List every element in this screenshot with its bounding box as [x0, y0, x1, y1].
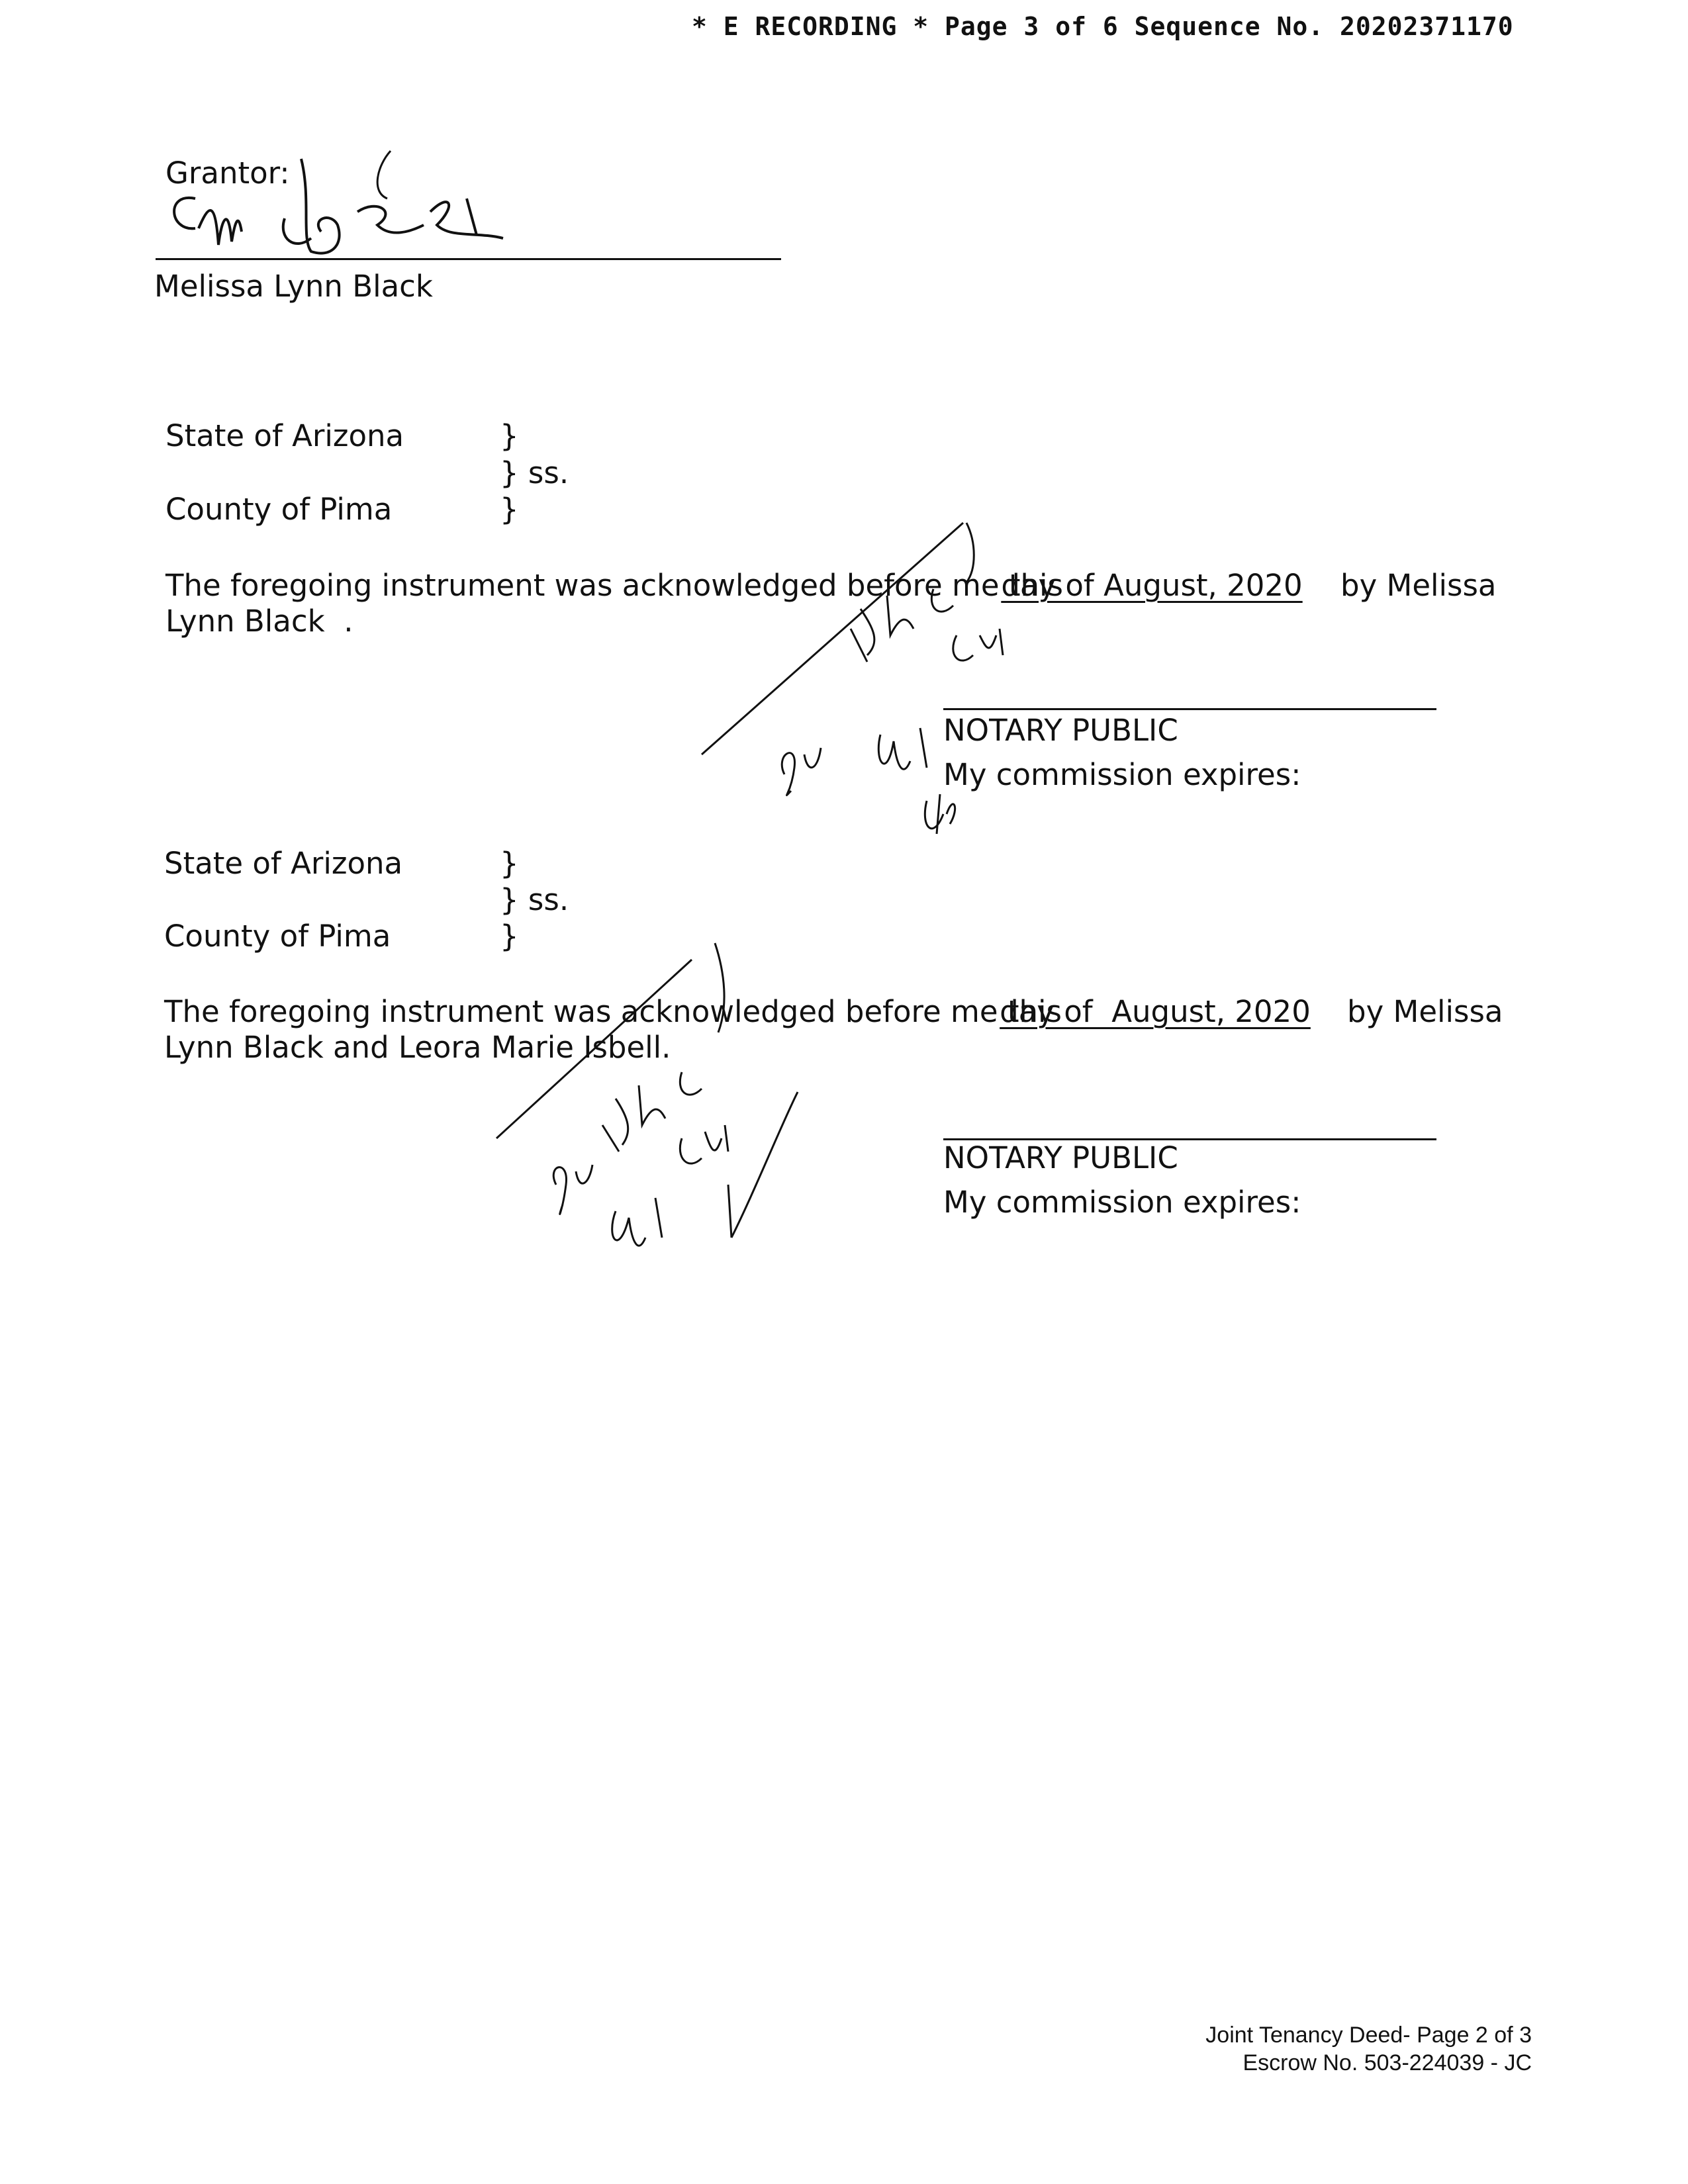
block1-notary-label: NOTARY PUBLIC — [943, 713, 1178, 748]
block1-commission-label: My commission expires: — [943, 757, 1301, 792]
block2-ack-suffix: by Melissa — [1347, 994, 1503, 1029]
block1-ack-suffix: by Melissa — [1340, 568, 1497, 603]
block2-brace-ss: } ss. — [500, 882, 569, 917]
block2-ack-prefix: The foregoing instrument was acknowledged before me this — [164, 994, 1062, 1029]
block1-ack-date: day of August, 2020 — [1001, 568, 1303, 603]
block1-ack-line2: Lynn Black . — [165, 604, 353, 639]
block2-county: County of Pima — [164, 919, 391, 954]
block2-commission-label: My commission expires: — [943, 1185, 1301, 1220]
block1-county: County of Pima — [165, 492, 393, 527]
block1-brace-ss: } ss. — [500, 455, 569, 490]
block1-state: State of Arizona — [165, 418, 404, 453]
block1-brace-1: } — [500, 418, 519, 453]
block2-ack-date: day of August, 2020 — [1000, 994, 1311, 1029]
block2-ack-line2: Lynn Black and Leora Marie Isbell. — [164, 1030, 671, 1065]
block2-state: State of Arizona — [164, 846, 403, 881]
grantor-name: Melissa Lynn Black — [154, 269, 433, 304]
block1-ack-prefix: The foregoing instrument was acknowledged before me this — [165, 568, 1063, 603]
footer-deed-page: Joint Tenancy Deed- Page 2 of 3 — [1205, 2023, 1532, 2048]
footer-escrow-number: Escrow No. 503-224039 - JC — [1243, 2050, 1532, 2075]
block1-brace-3: } — [500, 492, 519, 527]
grantor-label: Grantor: — [165, 156, 290, 191]
block2-brace-3: } — [500, 919, 519, 954]
block2-notary-label: NOTARY PUBLIC — [943, 1140, 1178, 1175]
block2-brace-1: } — [500, 846, 519, 881]
recording-banner: * E RECORDING * Page 3 of 6 Sequence No. 20202371170 — [692, 12, 1514, 41]
